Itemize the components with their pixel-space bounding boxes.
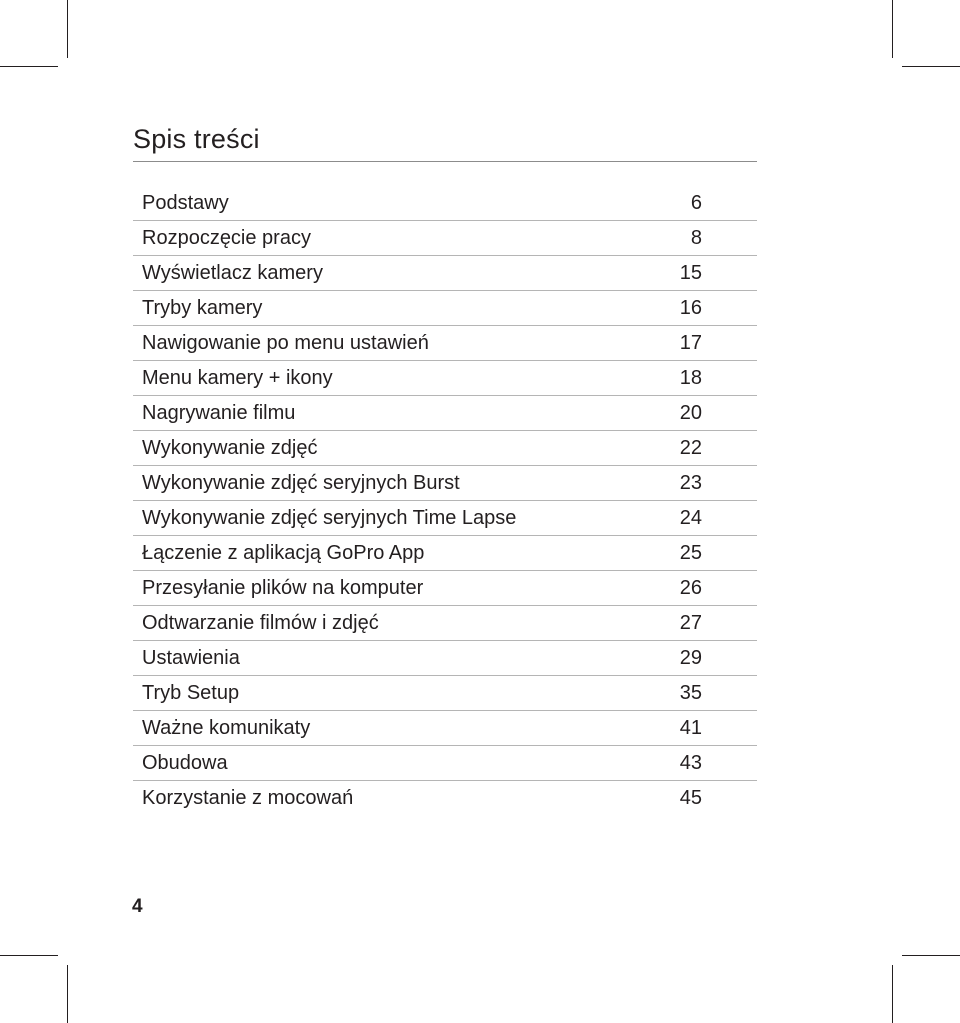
toc-entry[interactable] <box>133 501 757 536</box>
toc-entry-label: Wykonywanie zdjęć seryjnych Burst <box>142 471 460 494</box>
toc-entry-page-number: 23 <box>679 471 702 494</box>
toc-entry-page-number: 22 <box>679 436 702 459</box>
toc-entry-label: Nagrywanie filmu <box>142 401 296 424</box>
toc-entry[interactable] <box>133 606 757 641</box>
toc-entry-label: Tryb Setup <box>142 681 240 704</box>
title-divider <box>133 161 757 162</box>
page-number: 4 <box>132 896 143 917</box>
toc-entry-page-number: 20 <box>679 401 702 424</box>
toc-entry-label: Wykonywanie zdjęć <box>142 436 318 459</box>
toc-entry-page-number: 6 <box>690 191 702 214</box>
toc-entry-label: Ustawienia <box>142 646 240 669</box>
toc-entry-page-number: 17 <box>679 331 702 354</box>
toc-entry[interactable] <box>133 256 757 291</box>
toc-entry-page-number: 35 <box>679 681 702 704</box>
toc-entry-label: Korzystanie z mocowań <box>142 787 354 809</box>
toc-entry-label: Wykonywanie zdjęć seryjnych Time Lapse <box>142 506 517 529</box>
toc-entry[interactable] <box>133 221 757 256</box>
toc-entry-page-number: 27 <box>679 611 702 634</box>
crop-mark-bottom-left-horizontal <box>0 955 58 956</box>
toc-entry-page-number: 41 <box>679 716 702 739</box>
toc-entry-label: Wyświetlacz kamery <box>142 261 323 284</box>
toc-entry[interactable] <box>133 326 757 361</box>
toc-entry[interactable] <box>133 466 757 501</box>
toc-entry-page-number: 18 <box>679 366 702 389</box>
crop-mark-bottom-right-vertical <box>892 965 893 1023</box>
toc-entry[interactable] <box>133 571 757 606</box>
toc-entry[interactable] <box>133 676 757 711</box>
crop-mark-top-left-horizontal <box>0 66 58 67</box>
toc-entry-label: Obudowa <box>142 751 228 774</box>
toc-entry-label: Tryby kamery <box>142 296 263 319</box>
toc-entry[interactable] <box>133 361 757 396</box>
toc-entry-page-number: 45 <box>679 787 702 809</box>
toc-entry-page-number: 24 <box>679 506 702 529</box>
toc-entry-label: Przesyłanie plików na komputer <box>142 576 424 599</box>
toc-entry-page-number: 16 <box>679 296 702 319</box>
toc-entry-label: Podstawy <box>142 191 229 214</box>
toc-entry-page-number: 25 <box>679 541 702 564</box>
toc-entry-label: Ważne komunikaty <box>142 716 311 739</box>
page-title: Spis treści <box>133 124 260 154</box>
toc-entry[interactable] <box>133 431 757 466</box>
toc-entry[interactable] <box>133 186 757 221</box>
toc-entry-page-number: 29 <box>679 646 702 669</box>
toc-entry-page-number: 26 <box>679 576 702 599</box>
toc-entry-label: Nawigowanie po menu ustawień <box>142 331 429 354</box>
toc-entry[interactable] <box>133 641 757 676</box>
toc-entry-label: Odtwarzanie filmów i zdjęć <box>142 611 379 634</box>
toc-entry-page-number: 43 <box>679 751 702 774</box>
crop-mark-bottom-right-horizontal <box>902 955 960 956</box>
table-of-contents <box>133 186 757 816</box>
toc-entry-page-number: 15 <box>679 261 702 284</box>
crop-mark-bottom-left-vertical <box>67 965 68 1023</box>
toc-entry-label: Menu kamery + ikony <box>142 366 333 389</box>
toc-entry-label: Rozpoczęcie pracy <box>142 226 311 249</box>
crop-mark-top-right-horizontal <box>902 66 960 67</box>
toc-entry[interactable] <box>133 291 757 326</box>
crop-mark-top-left-vertical <box>67 0 68 58</box>
crop-mark-top-right-vertical <box>892 0 893 58</box>
toc-entry[interactable] <box>133 746 757 781</box>
toc-entry-label: Łączenie z aplikacją GoPro App <box>142 541 425 564</box>
toc-entry[interactable] <box>133 711 757 746</box>
toc-entry[interactable] <box>133 536 757 571</box>
toc-entry[interactable] <box>133 781 757 816</box>
toc-entry-page-number: 8 <box>690 226 702 249</box>
toc-entry[interactable] <box>133 396 757 431</box>
